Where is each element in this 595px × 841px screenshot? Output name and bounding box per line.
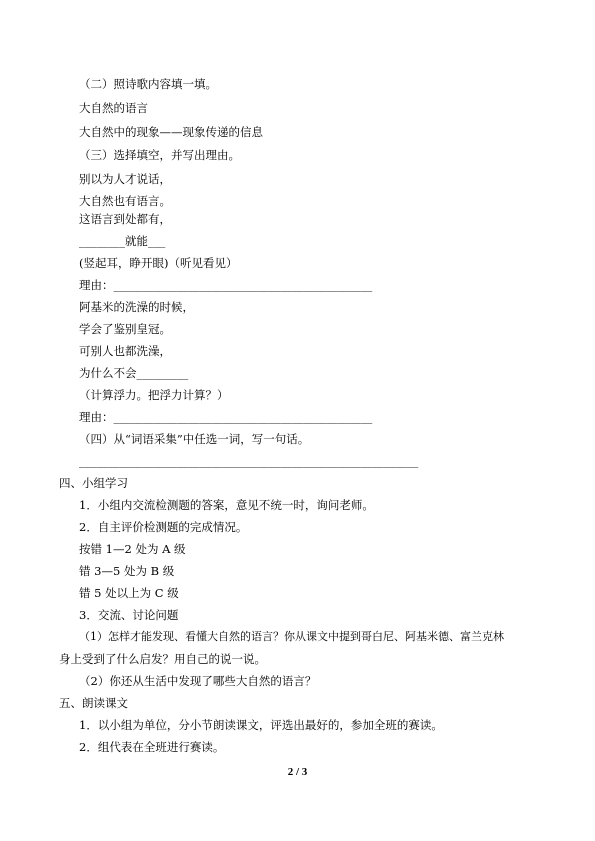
text-line: （四）从“词语采集”中任选一词，写一句话。 <box>79 432 310 446</box>
text-line: 大自然的语言 <box>79 101 148 115</box>
text-line: 这语言到处都有， <box>79 212 171 226</box>
section-heading: 四、小组学习 <box>59 476 128 490</box>
text-line: 阿基米的洗澡的时候， <box>79 300 194 314</box>
text-line: 错 3—5 处为 B 级 <box>79 564 175 578</box>
text-line: （三）选择填空，并写出理由。 <box>79 148 240 162</box>
text-line: （计算浮力。把浮力计算？） <box>79 388 229 402</box>
reason-line: 理由：_____________________________________________ <box>79 410 373 424</box>
text-line: 3．交流、讨论问题 <box>79 608 179 622</box>
text-line: 2．自主评价检测题的完成情况。 <box>79 520 248 534</box>
text-line: 1．以小组为单位，分小节朗读课文，评选出最好的，参加全班的赛读。 <box>79 718 443 732</box>
text-line: （二）照诗歌内容填一填。 <box>79 77 217 91</box>
text-line: 身上受到了什么启发？用自己的说一说。 <box>59 652 266 666</box>
answer-line: ___________________________________________________________ <box>79 454 419 468</box>
text-line: 别以为人才说话， <box>79 172 171 186</box>
text-line: 大自然也有语言。 <box>79 194 171 208</box>
text-line: 可别人也都洗澡， <box>79 344 171 358</box>
fill-blank-line: ________就能___ <box>79 234 166 248</box>
text-line: 1．小组内交流检测题的答案，意见不统一时，询问老师。 <box>79 498 374 512</box>
text-line: （2）你还从生活中发现了哪些大自然的语言？ <box>79 674 317 688</box>
section-heading: 五、朗读课文 <box>59 696 128 710</box>
page-number: 2 / 3 <box>287 766 308 778</box>
text-line: 按错 1—2 处为 A 级 <box>79 542 186 556</box>
text-line: 学会了鉴别皇冠。 <box>79 322 171 336</box>
text-line: （1）怎样才能发现、看懂大自然的语言？你从课文中提到哥白尼、阿基米德、富兰克林 <box>79 630 504 643</box>
text-line: 大自然中的现象——现象传递的信息 <box>79 125 263 139</box>
text-line: 错 5 处以上为 C 级 <box>79 586 179 600</box>
reason-line: 理由：_____________________________________________ <box>79 278 373 292</box>
fill-blank-line: 为什么不会_________ <box>79 366 189 380</box>
text-line: (竖起耳，睁开眼)（听见看见） <box>79 256 238 270</box>
text-line: 2．组代表在全班进行赛读。 <box>79 740 225 754</box>
